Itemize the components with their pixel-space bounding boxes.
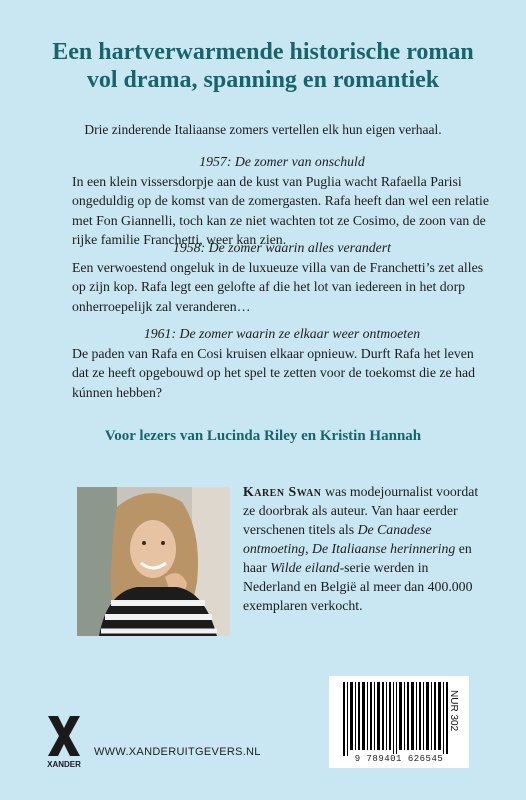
bio-book-title: De Italiaanse herinnering (312, 541, 456, 556)
nur-code: NUR 302 (448, 690, 459, 732)
bio-book-title: De Canadese ontmoeting (243, 522, 432, 556)
section-body: Een verwoestend ongeluk in de luxueuze villa van de Franchetti’s zet alles op zijn kop. Rafa legt een gelofte af die het lot van iedereen in het dorp onherroepelijk zal veranderen… (72, 259, 484, 314)
isbn-number: 9 789401 626545 (348, 754, 450, 764)
section-title: 1957: De zomer van onschuld (199, 154, 365, 169)
bio-text: was modejournalist voordat ze doorbrak als auteur. Van haar eerder verschenen titels als (243, 484, 479, 537)
publisher-url[interactable]: WWW.XANDERUITGEVERS.NL (94, 746, 261, 758)
headline-line-1: Een hartverwarmende historische roman (52, 39, 474, 65)
headline (30, 38, 496, 94)
logo-text: XANDER (47, 760, 81, 769)
section-body: De paden van Rafa en Cosi kruisen elkaar opnieuw. Durft Rafa het leven dat ze heeft opgebouwd op het spel te zetten voor de toekomst die ze had kúnnen hebben? (72, 345, 476, 400)
section-title: 1958: De zomer waarin alles verandert (172, 240, 392, 255)
section-1961 (72, 324, 492, 402)
section-1958 (72, 238, 492, 316)
author-name: Karen Swan (243, 484, 322, 499)
readers-recommendation: Voor lezers van Lucinda Riley en Kristin Hannah (104, 428, 422, 444)
author-photo (77, 487, 230, 636)
xander-logo (44, 714, 84, 770)
section-body: In een klein vissersdorpje aan de kust van Puglia wacht Rafaella Parisi ongeduldig op de komst van de zomergasten. Rafa heeft dan wel een relatie met Fon Giannelli, toch kan ze niet wachten tot ze Cosimo, de zoon van de rijke familie Franchetti, weer kan zien. (72, 173, 489, 247)
bio-text: -serie werden in Nederland en België al meer dan 400.000 exemplaren verkocht. (243, 560, 473, 613)
section-title: 1961: De zomer waarin ze elkaar weer ontmoeten (143, 326, 421, 341)
intro-text: Drie zinderende Italiaanse zomers vertellen elk hun eigen verhaal. (84, 122, 442, 137)
bio-separator: , (305, 541, 312, 556)
author-bio (243, 482, 483, 615)
bio-text: en haar (243, 541, 472, 575)
headline-line-2: vol drama, spanning en romantiek (86, 67, 440, 93)
section-1957 (72, 152, 492, 250)
bio-series-title: Wilde eiland (270, 560, 340, 575)
